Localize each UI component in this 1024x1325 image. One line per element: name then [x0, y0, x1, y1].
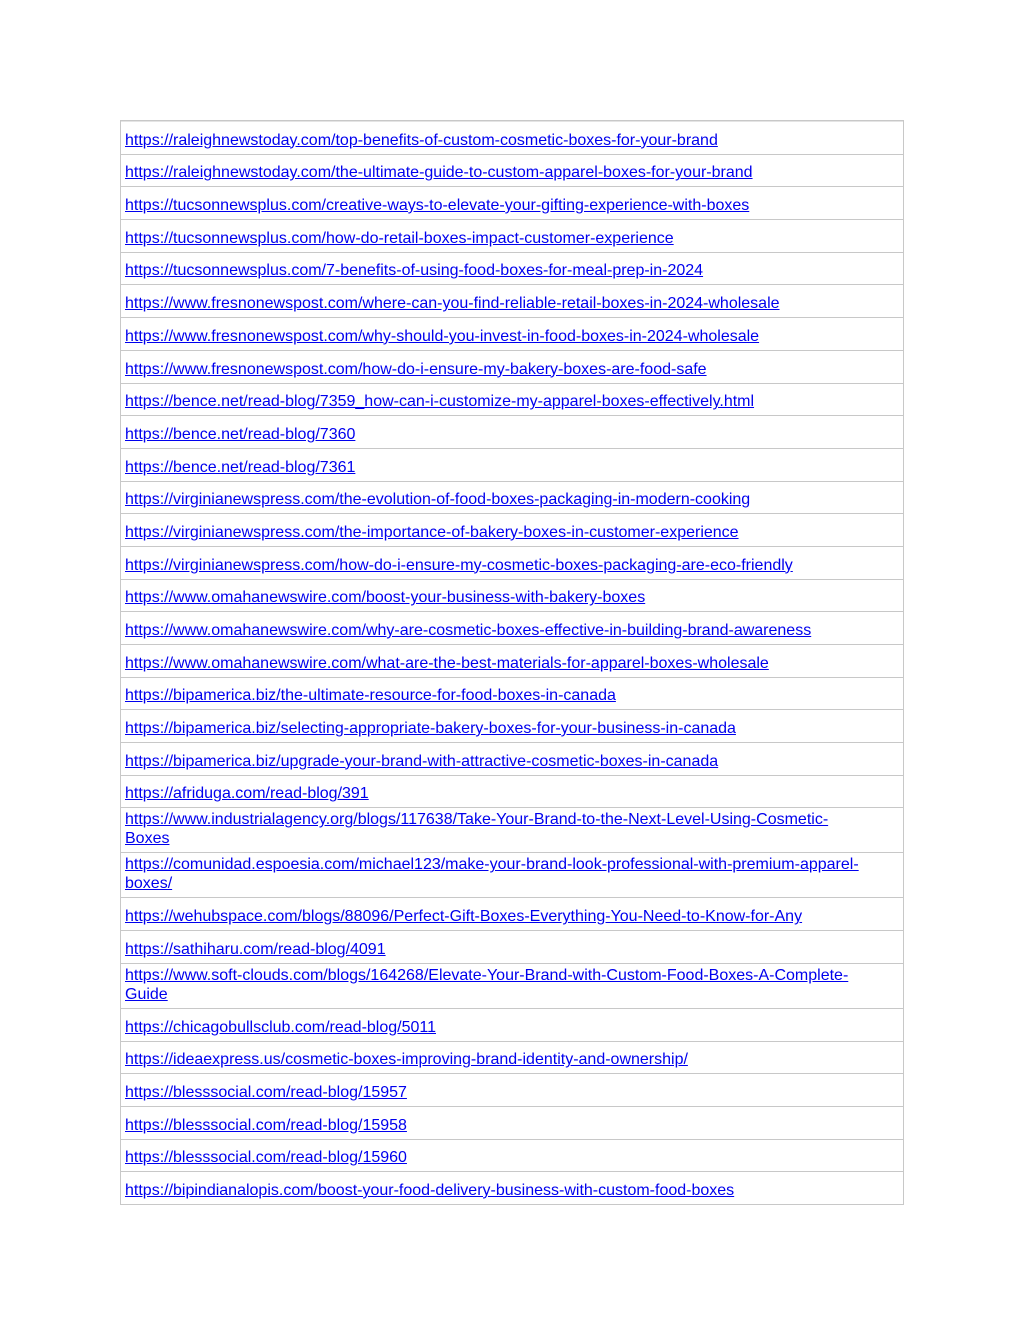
table-row — [121, 852, 903, 897]
table-row — [121, 350, 903, 383]
link[interactable]: https://bipamerica.biz/upgrade-your-brand-with-attractive-cosmetic-boxes-in-canada — [125, 752, 719, 770]
link[interactable]: https://wehubspace.com/blogs/88096/Perfect-Gift-Boxes-Everything-You-Need-to-Know-for-Any — [125, 908, 803, 926]
table-row — [121, 897, 903, 930]
table-row — [121, 1073, 903, 1106]
link[interactable]: https://afriduga.com/read-blog/391 — [125, 785, 369, 803]
link[interactable]: https://tucsonnewsplus.com/7-benefits-of-using-food-boxes-for-meal-prep-in-2024 — [125, 262, 704, 280]
link[interactable]: https://www.fresnonewspost.com/why-should-you-invest-in-food-boxes-in-2024-wholesale — [125, 327, 760, 345]
table-row — [121, 1008, 903, 1041]
link[interactable]: https://www.omahanewswire.com/what-are-the-best-materials-for-apparel-boxes-wholesale — [125, 654, 769, 672]
link[interactable]: https://www.soft-clouds.com/blogs/164268/Elevate-Your-Brand-with-Custom-Food-Boxes-A-Complete- Guide — [125, 966, 849, 1003]
link[interactable]: https://blesssocial.com/read-blog/15957 — [125, 1083, 407, 1101]
table-row — [121, 1041, 903, 1074]
table-row — [121, 742, 903, 775]
link[interactable]: https://www.omahanewswire.com/why-are-cosmetic-boxes-effective-in-building-brand-awareness — [125, 622, 812, 639]
link[interactable]: https://www.fresnonewspost.com/where-can-you-find-reliable-retail-boxes-in-2024-wholesale — [125, 295, 780, 313]
link[interactable]: https://bipamerica.biz/the-ultimate-resource-for-food-boxes-in-canada — [125, 687, 616, 705]
table-row — [121, 644, 903, 677]
link[interactable]: https://virginianewspress.com/the-evolution-of-food-boxes-packaging-in-modern-cooking — [125, 491, 751, 509]
link[interactable]: https://blesssocial.com/read-blog/15958 — [125, 1116, 407, 1134]
link[interactable]: https://bence.net/read-blog/7361 — [125, 458, 356, 476]
link[interactable]: https://tucsonnewsplus.com/creative-ways-to-elevate-your-gifting-experience-with-boxes — [125, 197, 750, 215]
link[interactable]: https://www.industrialagency.org/blogs/117638/Take-Your-Brand-to-the-Next-Level-Using-Cosmetic- Boxes — [125, 811, 829, 848]
link[interactable]: https://blesssocial.com/read-blog/15960 — [125, 1149, 407, 1167]
link[interactable]: https://raleighnewstoday.com/the-ultimate-guide-to-custom-apparel-boxes-for-your-brand — [125, 164, 753, 182]
table-row — [121, 963, 903, 1008]
link[interactable]: https://virginianewspress.com/how-do-i-ensure-my-cosmetic-boxes-packaging-are-eco-friendly — [125, 556, 793, 574]
table-row — [121, 481, 903, 514]
table-row — [121, 611, 903, 644]
table-row — [121, 546, 903, 579]
table-row — [121, 317, 903, 350]
link-table — [120, 120, 904, 1205]
table-row — [121, 154, 903, 187]
table-row — [121, 807, 903, 852]
table-row — [121, 284, 903, 317]
table-row — [121, 383, 903, 416]
table-row — [121, 1171, 903, 1204]
link[interactable]: https://comunidad.espoesia.com/michael123/make-your-brand-look-professional-with-premium-apparel- boxes/ — [125, 856, 859, 893]
table-row — [121, 677, 903, 710]
table-row — [121, 219, 903, 252]
table-row — [121, 252, 903, 285]
link[interactable]: https://sathiharu.com/read-blog/4091 — [125, 940, 386, 958]
table-row — [121, 1139, 903, 1172]
link[interactable]: https://bipamerica.biz/selecting-appropriate-bakery-boxes-for-your-business-in-canada — [125, 720, 736, 738]
table-row — [121, 775, 903, 808]
table-row — [121, 186, 903, 219]
link[interactable]: https://virginianewspress.com/the-importance-of-bakery-boxes-in-customer-experience — [125, 523, 739, 541]
table-row — [121, 415, 903, 448]
link[interactable]: https://raleighnewstoday.com/top-benefits-of-custom-cosmetic-boxes-for-your-brand — [125, 131, 718, 149]
table-row — [121, 1106, 903, 1139]
link[interactable]: https://chicagobullsclub.com/read-blog/5011 — [125, 1018, 436, 1036]
link[interactable]: https://tucsonnewsplus.com/how-do-retail-boxes-impact-customer-experience — [125, 229, 674, 247]
link[interactable]: https://bipindianalopis.com/boost-your-food-delivery-business-with-custom-food-boxes — [125, 1181, 735, 1199]
table-row — [121, 579, 903, 612]
table-row — [121, 930, 903, 963]
link[interactable]: https://www.omahanewswire.com/boost-your-business-with-bakery-boxes — [125, 589, 646, 607]
link[interactable]: https://www.fresnonewspost.com/how-do-i-ensure-my-bakery-boxes-are-food-safe — [125, 360, 707, 378]
table-row — [121, 121, 903, 154]
table-row — [121, 448, 903, 481]
link[interactable]: https://bence.net/read-blog/7360 — [125, 425, 356, 443]
link[interactable]: https://ideaexpress.us/cosmetic-boxes-improving-brand-identity-and-ownership/ — [125, 1051, 688, 1069]
table-row — [121, 513, 903, 546]
link[interactable]: https://bence.net/read-blog/7359_how-can-i-customize-my-apparel-boxes-effectively.html — [125, 393, 755, 411]
table-row — [121, 709, 903, 742]
